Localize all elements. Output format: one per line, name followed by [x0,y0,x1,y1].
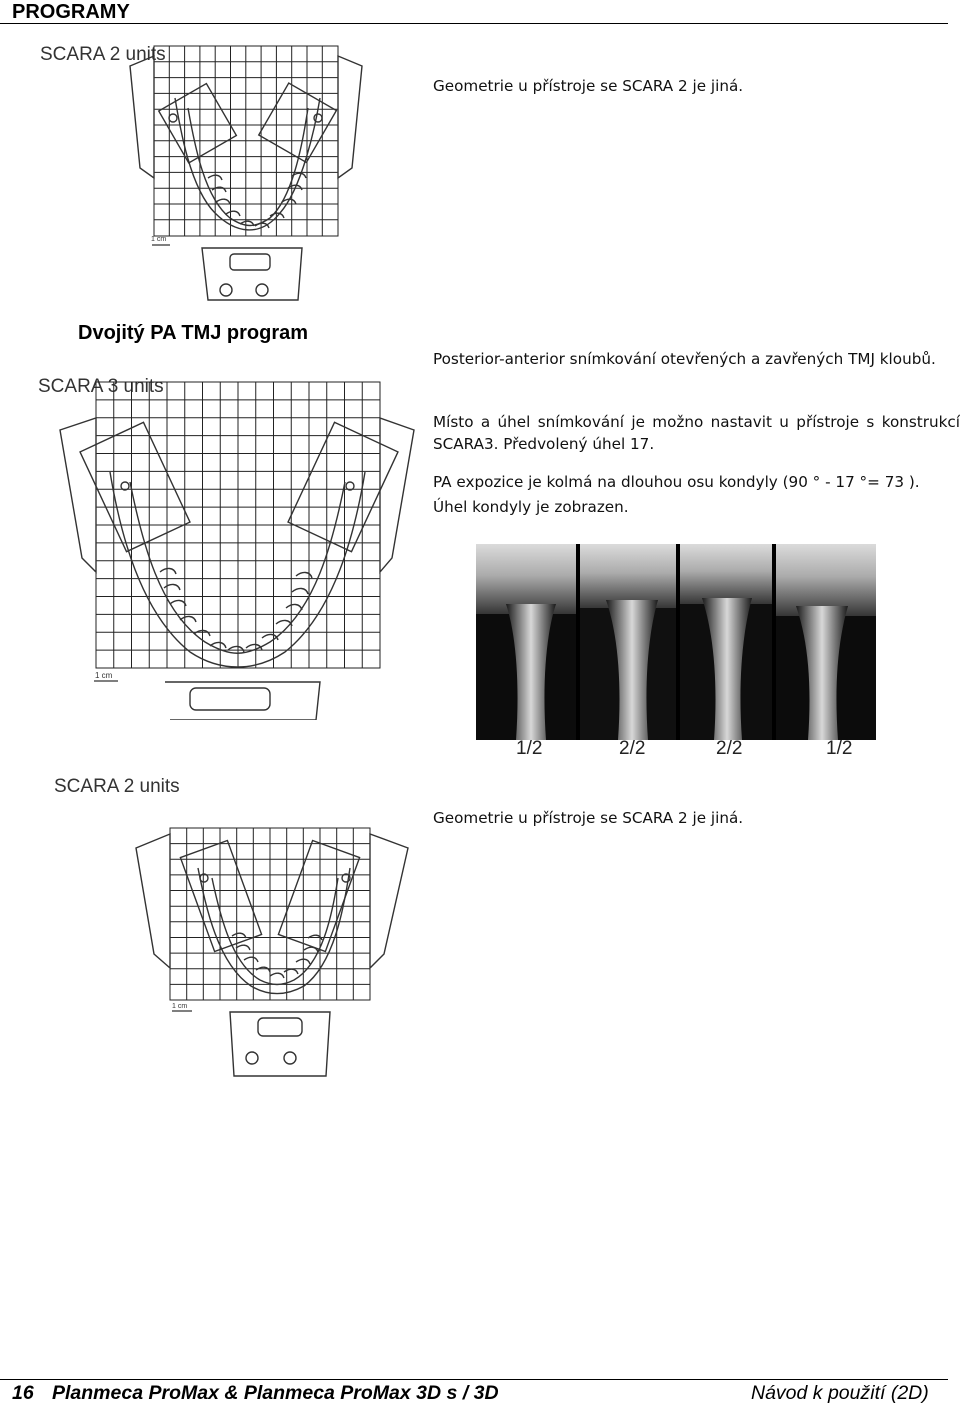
svg-text:1 cm: 1 cm [95,671,113,680]
xray-frame-4 [776,544,876,740]
product-name: Planmeca ProMax & Planmeca ProMax 3D s / 3D [52,1382,499,1404]
xray-label-4: 1/2 [826,738,853,759]
diagram-label: SCARA 2 units [54,776,180,797]
scara3-diagram [30,372,420,720]
section-title: Dvojitý PA TMJ program [78,322,309,344]
xray-frame-1 [476,544,576,740]
scara2-bottom-diagram [46,768,416,1082]
mandible-outline [60,418,414,720]
diagram-label: SCARA 3 units [38,376,164,397]
scara2-note-top: Geometrie u přístroje se SCARA 2 je jiná. [433,77,744,95]
scara2-top-diagram [30,38,370,310]
scale-bar [172,1003,192,1011]
scara2-note-bottom: Geometrie u přístroje se SCARA 2 je jiná. [433,809,744,827]
mandible-outline [136,834,408,1076]
xray-frame-3 [680,544,772,740]
xray-frame-2 [580,544,676,740]
paragraph-exposure-line2: Úhel kondyly je zobrazen. [433,498,629,516]
diagram-label: SCARA 2 units [40,44,166,65]
scale-bar [151,236,170,245]
xray-label-2: 2/2 [619,738,646,759]
xray-label-3: 2/2 [716,738,743,759]
xray-strip [476,544,876,740]
header-divider [0,23,948,24]
grid-lines [170,828,370,1000]
page-number: 16 [12,1382,34,1404]
tmj-xray-images [476,544,876,740]
paragraph-angle-setting: Místo a úhel snímkování je možno nastavit u přístroje s konstrukcí SCARA3. Předvolený úhel 17. [433,413,960,453]
paragraph-pa-projection: Posterior-anterior snímkování otevřených a zavřených TMJ kloubů. [433,350,936,368]
section-header: PROGRAMY [12,1,130,23]
document-title: Návod k použití (2D) [751,1382,929,1404]
svg-text:1 cm: 1 cm [151,236,167,243]
xray-label-1: 1/2 [516,738,543,759]
scale-bar [94,671,118,681]
paragraph-exposure-line1: PA expozice je kolmá na dlouhou osu kondyly (90 ° - 17 °= 73 ). [433,473,920,491]
svg-text:1 cm: 1 cm [172,1003,188,1010]
footer-divider [0,1379,948,1380]
